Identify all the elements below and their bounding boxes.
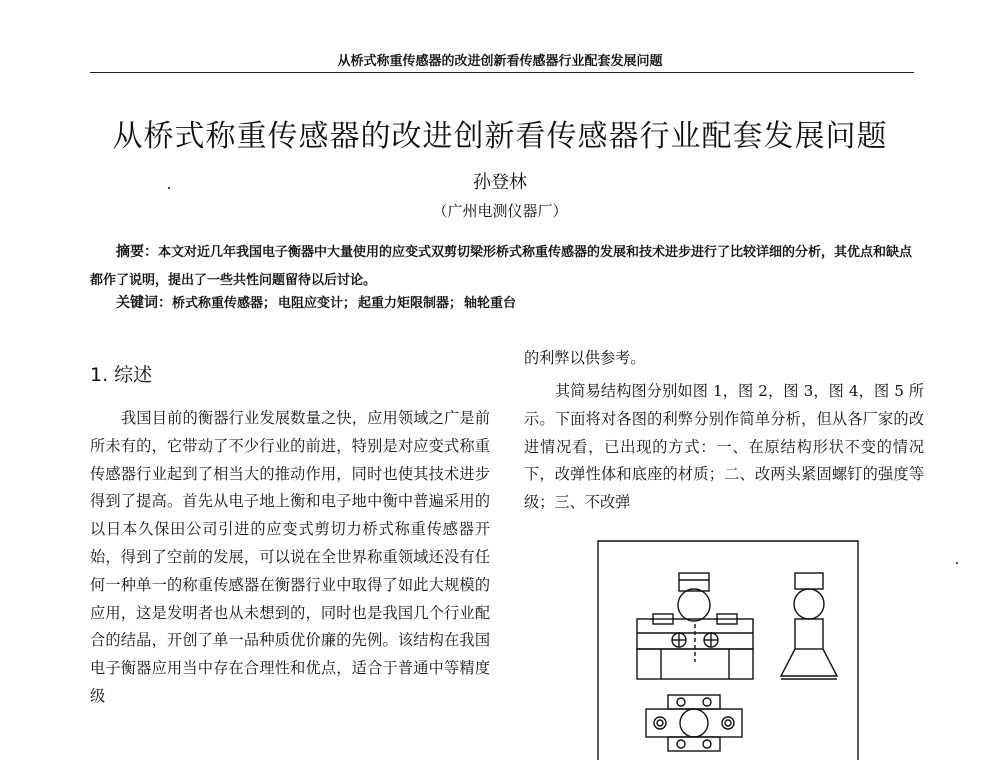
left-column-paragraph: 我国目前的衡器行业发展数量之快，应用领域之广是前所未有的，它带动了不少行业的前进，特别是对应变式称重传感器行业起到了相当大的推动作用，同时也使其技术进步得到了提高。首先从电子地上衡和电子地中衡中普遍采用的以日本久保田公司引进的应变式剪切力桥式称重传感器开始，得到了空前的发展，可以说在全世界称重领域还没有任何一种单一的称重传感器在衡器行业中取得了如此大规模的应用，这是发明者也从未想到的，同时也是我国几个行业配合的结晶，开创了单一品种质优价廉的先例。该结构在我国电子衡器应用当中存在合理性和优点，适合于普通中等精度级 <box>90 409 490 705</box>
load-ball-left <box>678 589 710 621</box>
keyword: 桥式称重传感器； <box>172 296 277 311</box>
keywords <box>116 292 518 312</box>
load-ball-right <box>794 589 824 619</box>
keywords-label: 关键词： <box>116 295 172 311</box>
running-header: 从桥式称重传感器的改进创新看传感器行业配套发展问题 <box>337 54 663 69</box>
plan-view-center <box>680 709 708 737</box>
plan-view-body <box>646 709 742 737</box>
keyword: 电阻应变计； <box>278 296 357 311</box>
scan-speck <box>956 562 958 564</box>
abstract-label: 摘要： <box>116 244 158 260</box>
sensor-structure-figure <box>597 540 859 760</box>
load-button-top <box>679 573 709 591</box>
paper-title: 从桥式称重传感器的改进创新看传感器行业配套发展问题 <box>112 119 888 154</box>
abstract <box>90 238 920 295</box>
section-heading: 1. 综述 <box>90 364 153 386</box>
header-rule <box>90 72 914 73</box>
affiliation: （广州电测仪器厂） <box>432 202 568 220</box>
side-column <box>795 619 823 649</box>
right-column-paragraph: 其简易结构图分别如图 1，图 2，图 3，图 4，图 5 所示。下面将对各图的利弊分别作简单分析，但从各厂家的改进情况看，已出现的方式：一、在原结构形状不变的情况下，改弹性体和底座的材质；二、改两头紧固螺钉的强度等级；三、不改弹 <box>524 382 924 512</box>
author: 孙登林 <box>473 172 527 193</box>
keyword: 轴轮重台 <box>464 296 517 311</box>
keyword: 起重力矩限制器； <box>358 296 463 311</box>
side-base <box>781 649 837 676</box>
abstract-text: 本文对近几年我国电子衡器中大量使用的应变式双剪切梁形桥式称重传感器的发展和技术进步进行了比较详细的分析，其优点和缺点都作了说明，提出了一些共性问题留待以后讨论。 <box>90 245 913 288</box>
scan-speck <box>168 187 170 189</box>
right-column-first-line: 的利弊以供参考。 <box>524 349 646 367</box>
side-load-button <box>795 573 823 589</box>
